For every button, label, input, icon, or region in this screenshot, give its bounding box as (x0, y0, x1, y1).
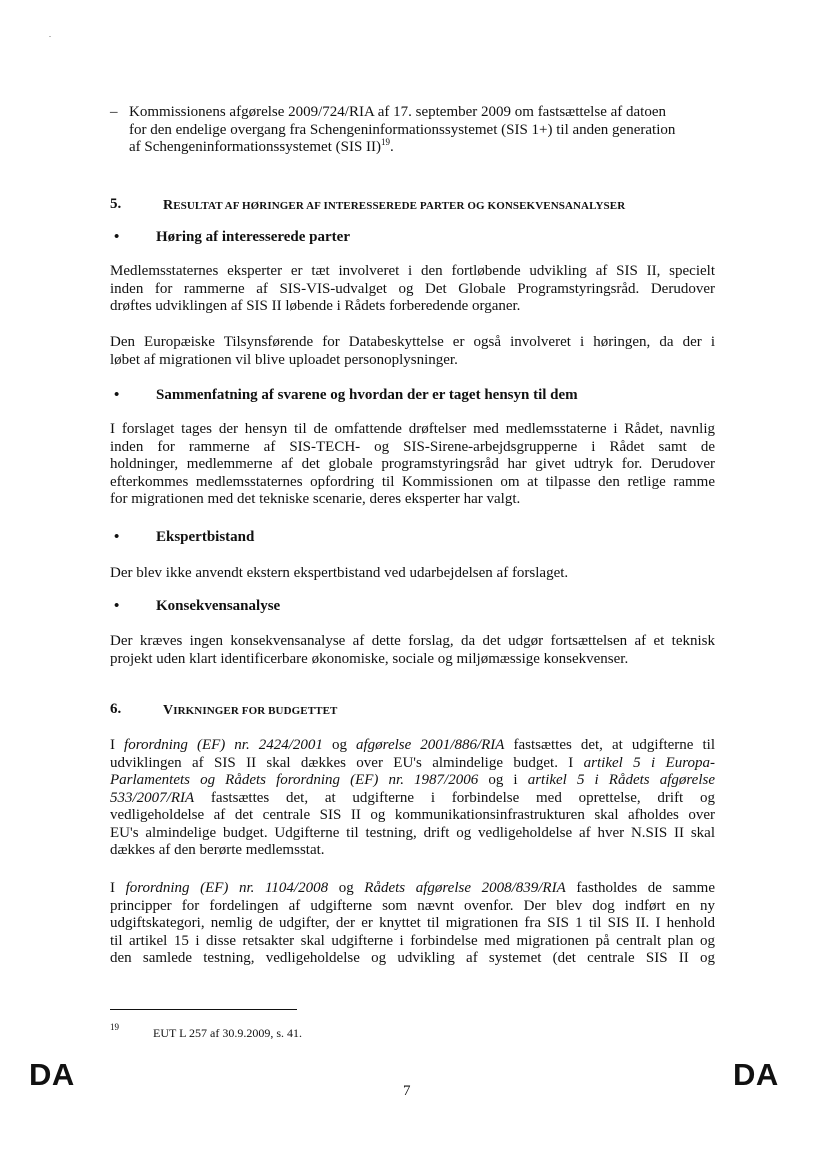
footer-language-left: DA (29, 1057, 75, 1092)
text-line: løbet af migrationen vil blive uploadet personoplysninger. (110, 351, 458, 368)
text-line: efterkommes medlemsstaternes opfordring til Kommissionen om at tilpasse den retlige ramme (110, 473, 715, 490)
text-line: udgiftskategori, nemlig de udgifter, der er knyttet til migrationen fra SIS 1 til SIS II. I henhold (110, 915, 715, 931)
bullet-dot: • (114, 529, 120, 545)
dash-item-text (129, 104, 715, 157)
paragraph (110, 421, 715, 509)
text-line: udviklingen af SIS II skal dækkes over EU's almindelige budget. I artikel 5 i Europa- (110, 754, 715, 771)
text-line-end: . (390, 139, 394, 155)
text-line: inden for rammerne af SIS-TECH- og SIS-Sirene-arbejdsgrupperne i Rådet samt de (110, 438, 715, 455)
text-line: for den endelige overgang fra Schengeninformationssystemet (SIS 1+) til anden generation (129, 121, 676, 138)
section-title: VIRKNINGER FOR BUDGETTET (163, 703, 338, 718)
footer-language-right: DA (733, 1057, 779, 1092)
bullet-label: Ekspertbistand (156, 529, 255, 545)
bullet-label: Konsekvensanalyse (156, 598, 281, 614)
bullet-dot: • (114, 229, 120, 245)
paragraph (110, 737, 715, 860)
text-line: I forslaget tages der hensyn til de omfattende drøftelser med medlemsstaterne i Rådet, navnlig (110, 421, 715, 437)
text-line: I forordning (EF) nr. 2424/2001 og afgørelse 2001/886/RIA fastsættes det, at udgifterne til (110, 737, 715, 753)
text-line: for migrationen med det tekniske scenarie, deres eksperter har valgt. (110, 491, 521, 507)
footnote-number: 19 (110, 1022, 119, 1032)
text-line: I forordning (EF) nr. 1104/2008 og Rådets afgørelse 2008/839/RIA fastholdes de samme (110, 880, 716, 896)
footnote-text: EUT L 257 af 30.9.2009, s. 41. (153, 1026, 302, 1040)
section-title: RESULTAT AF HØRINGER AF INTERESSEREDE PARTER OG KONSEKVENSANALYSER (163, 198, 626, 213)
text-line: Medlemsstaternes eksperter er tæt involveret i den fortløbende udvikling af SIS II, specielt (110, 263, 715, 279)
text-line: principper for fordelingen af udgifterne som nævnt ovenfor. Der blev dog indført en ny (110, 897, 715, 914)
text-line: Der blev ikke anvendt ekstern ekspertbistand ved udarbejdelsen af forslaget. (110, 565, 569, 581)
text-line: inden for rammerne af SIS-VIS-udvalget og Det Globale Programstyringsråd. Derudover (110, 280, 715, 297)
text-line: Den Europæiske Tilsynsførende for Databeskyttelse er også involveret i høringen, da der i (110, 334, 715, 350)
bullet-label: Sammenfatning af svarene og hvordan der er taget hensyn til dem (156, 387, 578, 403)
paragraph (110, 633, 715, 668)
paragraph (110, 880, 715, 968)
bullet-label: Høring af interesserede parter (156, 229, 350, 245)
scan-speck (49, 36, 51, 37)
text-line: Der kræves ingen konsekvensanalyse af dette forslag, da det udgør fortsættelsen af et teknisk (110, 633, 715, 649)
footnote-separator (110, 1009, 297, 1010)
text-line: Kommissionens afgørelse 2009/724/RIA af 17. september 2009 om fastsættelse af datoen (129, 104, 666, 120)
section-number: 6. (110, 701, 122, 717)
text-line: drøftes udviklingen af SIS II løbende i Rådets forberedende organer. (110, 298, 521, 314)
text-line: 533/2007/RIA fastsættes det, at udgifterne i forbindelse med oprettelse, drift og (110, 789, 715, 806)
section-number: 5. (110, 196, 122, 212)
text-line: Parlamentets og Rådets forordning (EF) nr. 1987/2006 og i artikel 5 i Rådets afgørelse (110, 772, 715, 788)
list-dash: – (110, 104, 118, 120)
text-line: vedligeholdelse af det centrale SIS II og kommunikationsinfrastrukturen skal afholdes over (110, 807, 715, 823)
bullet-dot: • (114, 598, 120, 614)
bullet-dot: • (114, 387, 120, 403)
paragraph (110, 263, 715, 316)
text-line: af Schengeninformationssystemet (SIS II) (129, 139, 382, 155)
dash-list-item (110, 104, 715, 157)
text-line: dækkes af den berørte medlemsstat. (110, 842, 325, 858)
paragraph (110, 565, 715, 583)
text-line: holdninger, medlemmerne af det globale programstyringsråd har givet udtryk for. Derudover (110, 456, 715, 472)
text-line: EU's almindelige budget. Udgifterne til testning, drift og vedligeholdelse af hver N.SIS II skal (110, 824, 715, 841)
text-line: den samlede testning, vedligeholdelse og udvikling af systemet (det centrale SIS II og (110, 950, 715, 966)
footnote-ref: 19 (381, 137, 391, 147)
text-line: til artikel 15 i disse retsakter skal udgifterne i forbindelse med migrationen på centralt plan og (110, 932, 715, 949)
paragraph (110, 334, 715, 369)
text-line: projekt uden klart identificerbare økonomiske, sociale og miljømæssige konsekvenser. (110, 650, 629, 667)
page-number: 7 (403, 1083, 411, 1099)
